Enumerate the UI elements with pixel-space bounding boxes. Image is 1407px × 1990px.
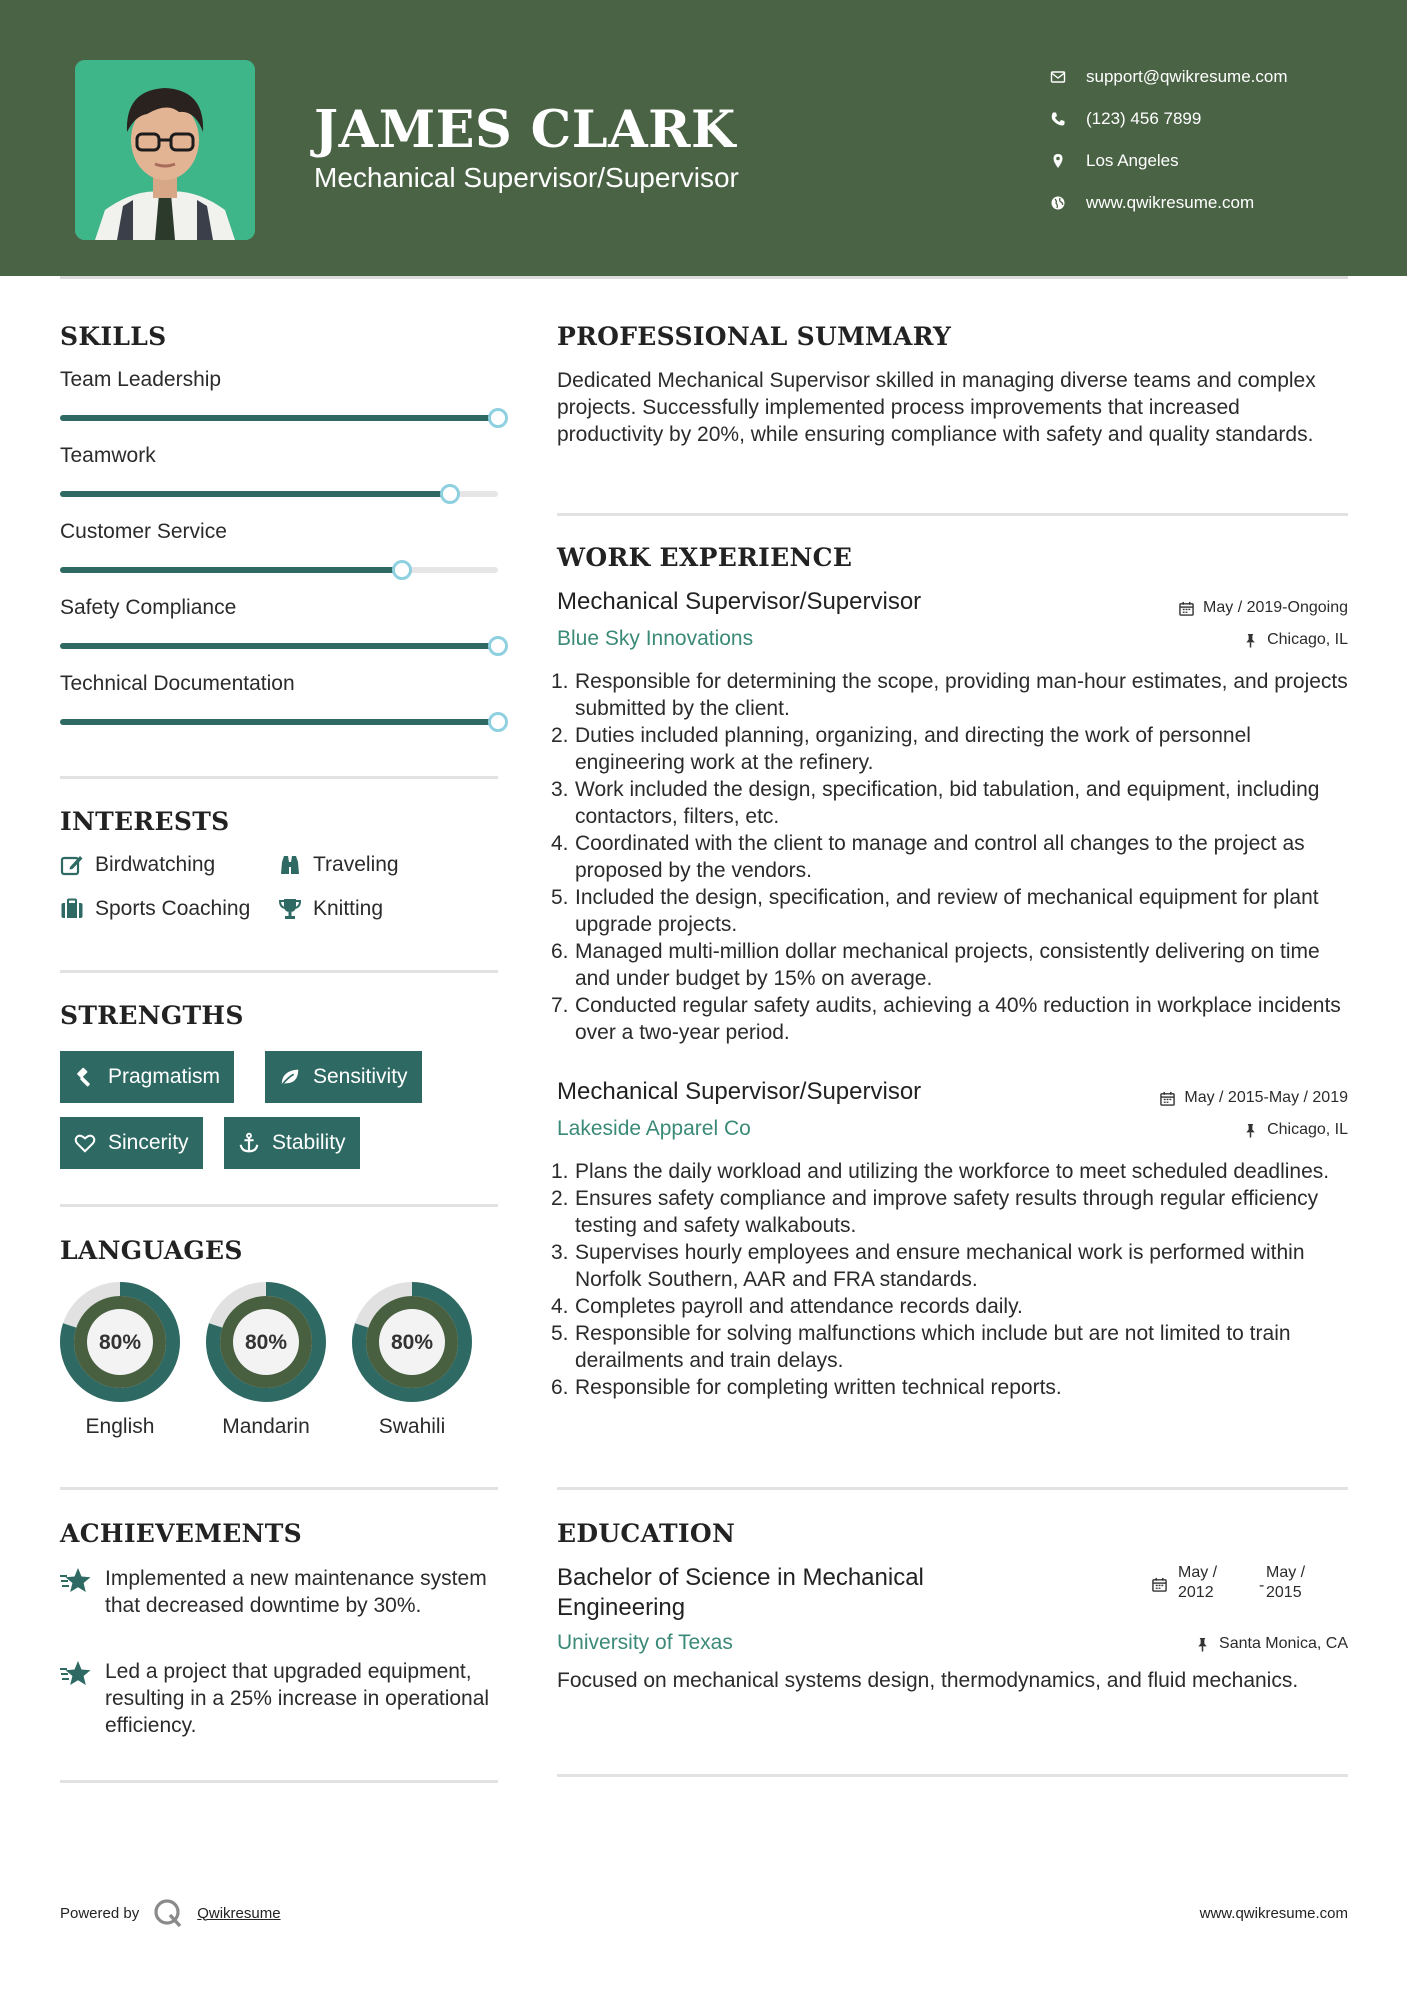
education-location (1048, 1635, 1348, 1653)
strength-tag (60, 1117, 203, 1169)
language-percent: 80% (390, 1331, 434, 1354)
binoculars-icon (278, 853, 302, 877)
contact-phone[interactable] (1050, 98, 1370, 140)
anchor-icon (238, 1132, 260, 1154)
duty-text: Completes payroll and attendance records daily. (575, 1295, 1023, 1318)
duty-text: Ensures safety compliance and improve safety results through regular efficiency testing and safety walkabouts. (575, 1187, 1319, 1237)
skill-bar-fill (60, 415, 498, 421)
achievement-text: Led a project that upgraded equipment, resulting in a 25% increase in operational efficiency. (105, 1660, 490, 1737)
duty-text: Supervises hourly employees and ensure mechanical work is performed within Norfolk Southern, AAR and FRA standards. (575, 1241, 1305, 1291)
duty-item (551, 1320, 1357, 1374)
language-name: Swahili (378, 1415, 446, 1438)
strengths-divider (60, 1204, 498, 1207)
strengths-heading: STRENGTHS (60, 1001, 244, 1030)
languages-heading: LANGUAGES (60, 1236, 243, 1265)
interest-item (60, 853, 215, 877)
duty-number: 4. (551, 1295, 569, 1318)
education-description: Focused on mechanical systems design, thermodynamics, and fluid mechanics. (557, 1669, 1299, 1692)
strength-tag (224, 1117, 360, 1169)
duty-number: 5. (551, 1322, 569, 1345)
skill-level-knob (488, 712, 508, 732)
duty-number: 4. (551, 832, 569, 855)
skill-bar-fill (60, 643, 498, 649)
qwikresume-logo-icon (153, 1898, 183, 1928)
education-date-dash: - (1259, 1577, 1265, 1594)
interest-label: Knitting (313, 897, 384, 920)
job-location-text: Chicago, IL (1267, 631, 1348, 648)
language-name: Mandarin (222, 1415, 310, 1438)
contact-email-text: support@qwikresume.com (1086, 67, 1288, 86)
pushpin-icon (1243, 633, 1258, 648)
interests-heading: INTERESTS (60, 807, 230, 836)
company-name: Lakeside Apparel Co (557, 1117, 751, 1140)
powered-by (60, 1898, 281, 1928)
skill-bar (60, 491, 498, 497)
job-dates-text: May / 2019-Ongoing (1203, 599, 1348, 616)
interest-label: Traveling (313, 853, 399, 876)
duty-item (551, 1293, 1357, 1320)
skills-divider (60, 776, 498, 779)
contact-website-text: www.qwikresume.com (1086, 193, 1255, 212)
duty-number: 2. (551, 724, 569, 747)
duty-text: Managed multi-million dollar mechanical projects, consistently delivering on time and under budget by 15% on average. (575, 940, 1320, 990)
job-location-text: Chicago, IL (1267, 1121, 1348, 1138)
briefcase-icon (60, 897, 84, 921)
skill-bar-fill (60, 491, 450, 497)
contact-website[interactable] (1050, 182, 1370, 224)
pushpin-icon (1243, 1123, 1258, 1138)
duty-item (551, 938, 1357, 992)
duty-text: Responsible for determining the scope, providing man-hour estimates, and projects submitted by the client. (575, 670, 1348, 720)
skill-label: Team Leadership (60, 368, 222, 391)
contact-phone-text: (123) 456 7899 (1086, 109, 1202, 128)
education-date-start: May / 2012 (1178, 1564, 1218, 1601)
heart-icon (74, 1132, 96, 1154)
school-name: University of Texas (557, 1631, 733, 1654)
duty-text: Coordinated with the client to manage and control all changes to the project as proposed by the vendors. (575, 832, 1305, 882)
language-ring (205, 1281, 327, 1403)
calendar-icon (1179, 601, 1194, 616)
duty-item (551, 992, 1357, 1046)
experience-heading: WORK EXPERIENCE (557, 543, 853, 572)
strength-label: Stability (272, 1131, 346, 1154)
duty-text: Responsible for completing written technical reports. (575, 1376, 1062, 1399)
pushpin-icon (1195, 1637, 1210, 1652)
language-ring (351, 1281, 473, 1403)
duty-text: Work included the design, specification, bid tabulation, and equipment, including contactors, filters, etc. (575, 778, 1320, 828)
skill-label: Technical Documentation (60, 672, 295, 695)
interest-item (60, 897, 250, 921)
duty-item (551, 1239, 1357, 1293)
gavel-icon (74, 1066, 96, 1088)
job-dates-text: May / 2015-May / 2019 (1184, 1089, 1348, 1106)
job-title: Mechanical Supervisor/Supervisor (557, 588, 922, 615)
footer-website[interactable]: www.qwikresume.com (1199, 1905, 1348, 1922)
skill-level-knob (488, 408, 508, 428)
powered-by-text: Powered by (60, 1904, 140, 1922)
achievement-item (60, 1565, 500, 1619)
experience-divider (557, 1487, 1348, 1490)
candidate-name: JAMES CLARK (314, 100, 736, 160)
education-date-end: May / 2015 (1266, 1564, 1306, 1601)
language-item (351, 1281, 473, 1439)
job-duties (551, 1158, 1357, 1401)
skill-bar (60, 415, 498, 421)
skill-label: Customer Service (60, 520, 227, 543)
skill-label: Safety Compliance (60, 596, 237, 619)
languages-divider (60, 1487, 498, 1490)
duty-item (551, 830, 1357, 884)
duty-text: Conducted regular safety audits, achieving a 40% reduction in workplace incidents over a two-year period. (575, 994, 1341, 1044)
education-heading: EDUCATION (557, 1519, 736, 1548)
skill-bar (60, 567, 498, 573)
duty-number: 7. (551, 994, 569, 1017)
language-name: English (85, 1415, 155, 1438)
interest-item (278, 853, 399, 877)
skill-label: Teamwork (60, 444, 156, 467)
duty-text: Duties included planning, organizing, and directing the work of personnel engineering work at the refinery. (575, 724, 1251, 774)
summary-heading: PROFESSIONAL SUMMARY (557, 322, 952, 351)
duty-item (551, 1374, 1357, 1401)
star-rating-icon (60, 1660, 92, 1688)
language-percent: 80% (244, 1331, 288, 1354)
job-location (1048, 631, 1348, 649)
interest-label: Birdwatching (95, 853, 216, 876)
edit-icon (60, 853, 84, 877)
duty-item (551, 884, 1357, 938)
duty-item (551, 668, 1357, 722)
skill-bar (60, 719, 498, 725)
strength-label: Sensitivity (313, 1065, 408, 1088)
skill-level-knob (440, 484, 460, 504)
skill-bar-fill (60, 567, 402, 573)
job-dates (1048, 1089, 1348, 1107)
skill-bar-fill (60, 719, 498, 725)
job-dates (1048, 599, 1348, 617)
phone-icon (1050, 111, 1086, 127)
qwikresume-link[interactable]: Qwikresume (197, 1904, 281, 1922)
achievement-item (60, 1658, 500, 1739)
education-location-text: Santa Monica, CA (1219, 1635, 1348, 1652)
interests-divider (60, 970, 498, 973)
interest-label: Sports Coaching (95, 897, 251, 920)
language-percent: 80% (98, 1331, 142, 1354)
duty-number: 1. (551, 670, 569, 693)
company-name: Blue Sky Innovations (557, 627, 754, 650)
education-dates (1152, 1563, 1352, 1609)
contact-info (1050, 56, 1370, 224)
duty-number: 2. (551, 1187, 569, 1210)
achievements-divider (60, 1780, 498, 1783)
duty-item (551, 722, 1357, 776)
summary-text: Dedicated Mechanical Supervisor skilled in managing diverse teams and complex projects. Successfully implemented process improvements that increased productivity by 20%, while ensuring compliance with safety and quality standards. (557, 369, 1316, 446)
language-item (59, 1281, 181, 1439)
duty-item (551, 1185, 1357, 1239)
achievement-text: Implemented a new maintenance system that decreased downtime by 30%. (105, 1567, 487, 1617)
strength-tag (60, 1051, 234, 1103)
duty-text: Included the design, specification, and review of mechanical equipment for plant upgrade projects. (575, 886, 1319, 936)
calendar-icon (1152, 1577, 1167, 1592)
duty-number: 6. (551, 1376, 569, 1399)
job-title: Mechanical Supervisor/Supervisor (557, 1078, 922, 1105)
language-item (205, 1281, 327, 1439)
star-rating-icon (60, 1567, 92, 1595)
profile-photo (75, 60, 255, 240)
summary-divider (557, 513, 1348, 516)
globe-icon (1050, 195, 1086, 211)
trophy-icon (278, 897, 302, 921)
interest-item (278, 897, 383, 921)
duty-number: 5. (551, 886, 569, 909)
envelope-icon (1050, 69, 1086, 85)
duty-text: Responsible for solving malfunctions which include but are not limited to train derailments and train delays. (575, 1322, 1291, 1372)
degree-title: Bachelor of Science in Mechanical Engineering (557, 1564, 924, 1621)
duty-item (551, 1158, 1357, 1185)
duty-number: 6. (551, 940, 569, 963)
map-pin-icon (1050, 153, 1086, 169)
duty-item (551, 776, 1357, 830)
duty-number: 3. (551, 1241, 569, 1264)
job-location (1048, 1121, 1348, 1139)
contact-location-text: Los Angeles (1086, 151, 1179, 170)
skill-bar (60, 643, 498, 649)
leaf-icon (279, 1066, 301, 1088)
skill-level-knob (488, 636, 508, 656)
strength-label: Sincerity (108, 1131, 189, 1154)
duty-number: 3. (551, 778, 569, 801)
skill-level-knob (392, 560, 412, 580)
candidate-title: Mechanical Supervisor/Supervisor (314, 162, 739, 193)
strength-label: Pragmatism (108, 1065, 221, 1088)
header-divider (60, 276, 1348, 279)
duty-number: 1. (551, 1160, 569, 1183)
education-divider (557, 1774, 1348, 1777)
job-duties (551, 668, 1357, 1046)
contact-location (1050, 140, 1370, 182)
language-ring (59, 1281, 181, 1403)
achievements-heading: ACHIEVEMENTS (60, 1519, 302, 1548)
contact-email[interactable] (1050, 56, 1370, 98)
strength-tag (265, 1051, 422, 1103)
skills-heading: SKILLS (60, 322, 167, 351)
calendar-icon (1160, 1091, 1175, 1106)
duty-text: Plans the daily workload and utilizing the workforce to meet scheduled deadlines. (575, 1160, 1330, 1183)
